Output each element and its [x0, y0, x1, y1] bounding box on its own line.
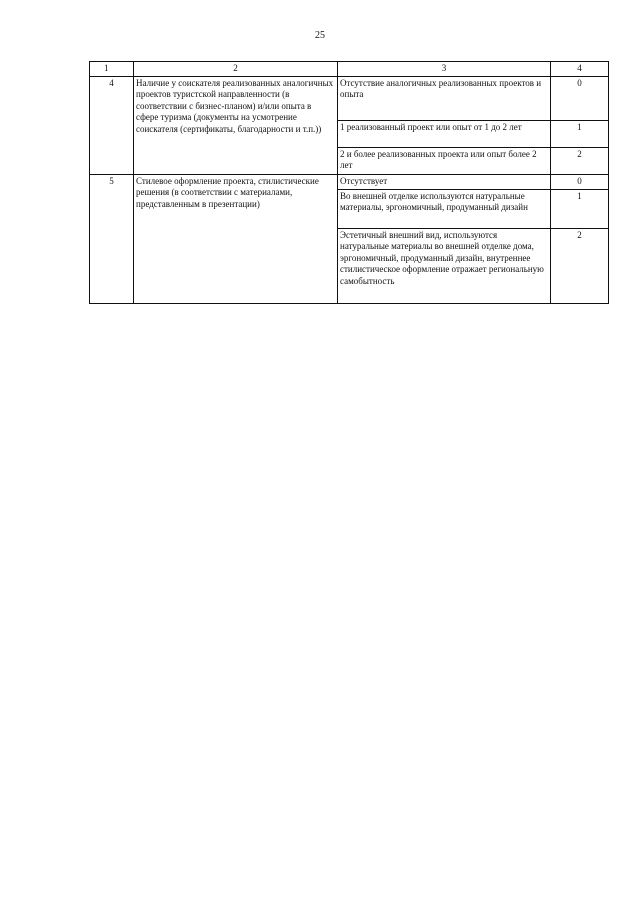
option-text: Во внешней отделке используются натуральные материалы, эргономичный, продуманный дизайн — [338, 189, 551, 228]
option-score: 2 — [551, 228, 609, 303]
page-number: 25 — [315, 30, 325, 41]
header-col-1: 1 — [90, 62, 134, 77]
header-col-2: 2 — [134, 62, 338, 77]
option-text: 1 реализованный проект или опыт от 1 до 2 лет — [338, 120, 551, 147]
table-row — [90, 174, 609, 189]
option-text: 2 и более реализованных проекта или опыт более 2 лет — [338, 147, 551, 174]
criterion-text: Наличие у соискателя реализованных аналогичных проектов туристской направленности (в соответствии с бизнес-планом) и/или опыта в сфере туризма (документы на усмотрение соискателя (сертификаты, благодарности и т.п.)) — [134, 76, 338, 174]
table-row — [90, 76, 609, 120]
option-score: 0 — [551, 76, 609, 120]
option-text: Эстетичный внешний вид, используются натуральные материалы во внешней отделке дома, эргономичный, продуманный дизайн, внутреннее стилистическое оформление отражает региональную самобытность — [338, 228, 551, 303]
criterion-text: Стилевое оформление проекта, стилистические решения (в соответствии с материалами, представленным в презентации) — [134, 174, 338, 303]
row-number: 4 — [90, 76, 134, 174]
option-text: Отсутствует — [338, 174, 551, 189]
option-score: 1 — [551, 189, 609, 228]
option-score: 1 — [551, 120, 609, 147]
table-header-row — [90, 62, 609, 77]
criteria-table — [89, 61, 609, 304]
row-number: 5 — [90, 174, 134, 303]
option-score: 2 — [551, 147, 609, 174]
option-text: Отсутствие аналогичных реализованных проектов и опыта — [338, 76, 551, 120]
option-score: 0 — [551, 174, 609, 189]
header-col-4: 4 — [551, 62, 609, 77]
header-col-3: 3 — [338, 62, 551, 77]
